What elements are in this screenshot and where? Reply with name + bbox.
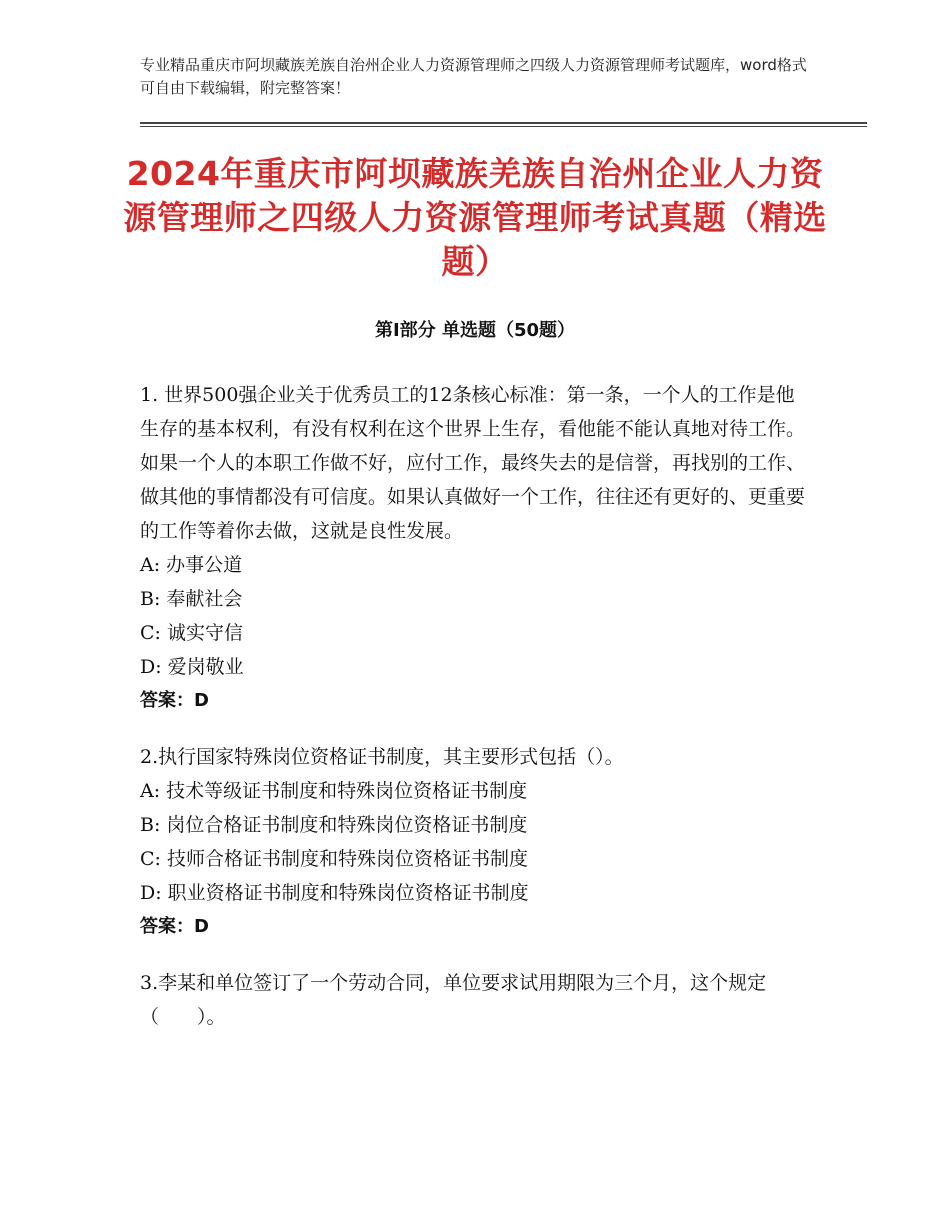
question-item: [140, 740, 812, 944]
answer: 答案：D: [140, 916, 209, 937]
question-item: [140, 378, 812, 718]
option-d: D: 爱岗敬业: [140, 656, 244, 678]
header-note: 专业精品重庆市阿坝藏族羌族自治州企业人力资源管理师之四级人力资源管理师考试题库，word格式可自由下载编辑，附完整答案！: [140, 56, 807, 97]
option-b: B: 奉献社会: [140, 588, 243, 610]
header-divider-thin: [140, 126, 867, 127]
question-stem: 2.执行国家特殊岗位资格证书制度，其主要形式包括（）。: [140, 746, 624, 768]
option-c: C: 诚实守信: [140, 622, 243, 644]
question-list: [140, 378, 812, 1056]
option-d: D: 职业资格证书制度和特殊岗位资格证书制度: [140, 882, 529, 904]
answer: 答案：D: [140, 690, 209, 711]
question-stem: 1. 世界500强企业关于优秀员工的12条核心标准：第一条，一个人的工作是他生存的基本权利，有没有权利在这个世界上生存，看他能不能认真地对待工作。如果一个人的本职工作做不好，应付工作，最终失去的是信誉，再找别的工作、做其他的事情都没有可信度。如果认真做好一个工作，往往还有更好的、更重要的工作等着你去做，这就是良性发展。: [140, 384, 806, 542]
option-a: A: 技术等级证书制度和特殊岗位资格证书制度: [140, 780, 528, 802]
question-stem: 3.李某和单位签订了一个劳动合同，单位要求试用期限为三个月，这个规定（ ）。: [140, 972, 767, 1028]
option-a: A: 办事公道: [140, 554, 243, 576]
header-divider: [140, 122, 867, 124]
option-b: B: 岗位合格证书制度和特殊岗位资格证书制度: [140, 814, 528, 836]
section-title: 第Ⅰ部分 单选题（50题）: [374, 320, 575, 341]
document-title: 2024年重庆市阿坝藏族羌族自治州企业人力资源管理师之四级人力资源管理师考试真题（精选题）: [123, 154, 827, 281]
option-c: C: 技师合格证书制度和特殊岗位资格证书制度: [140, 848, 528, 870]
question-item: [140, 966, 812, 1034]
